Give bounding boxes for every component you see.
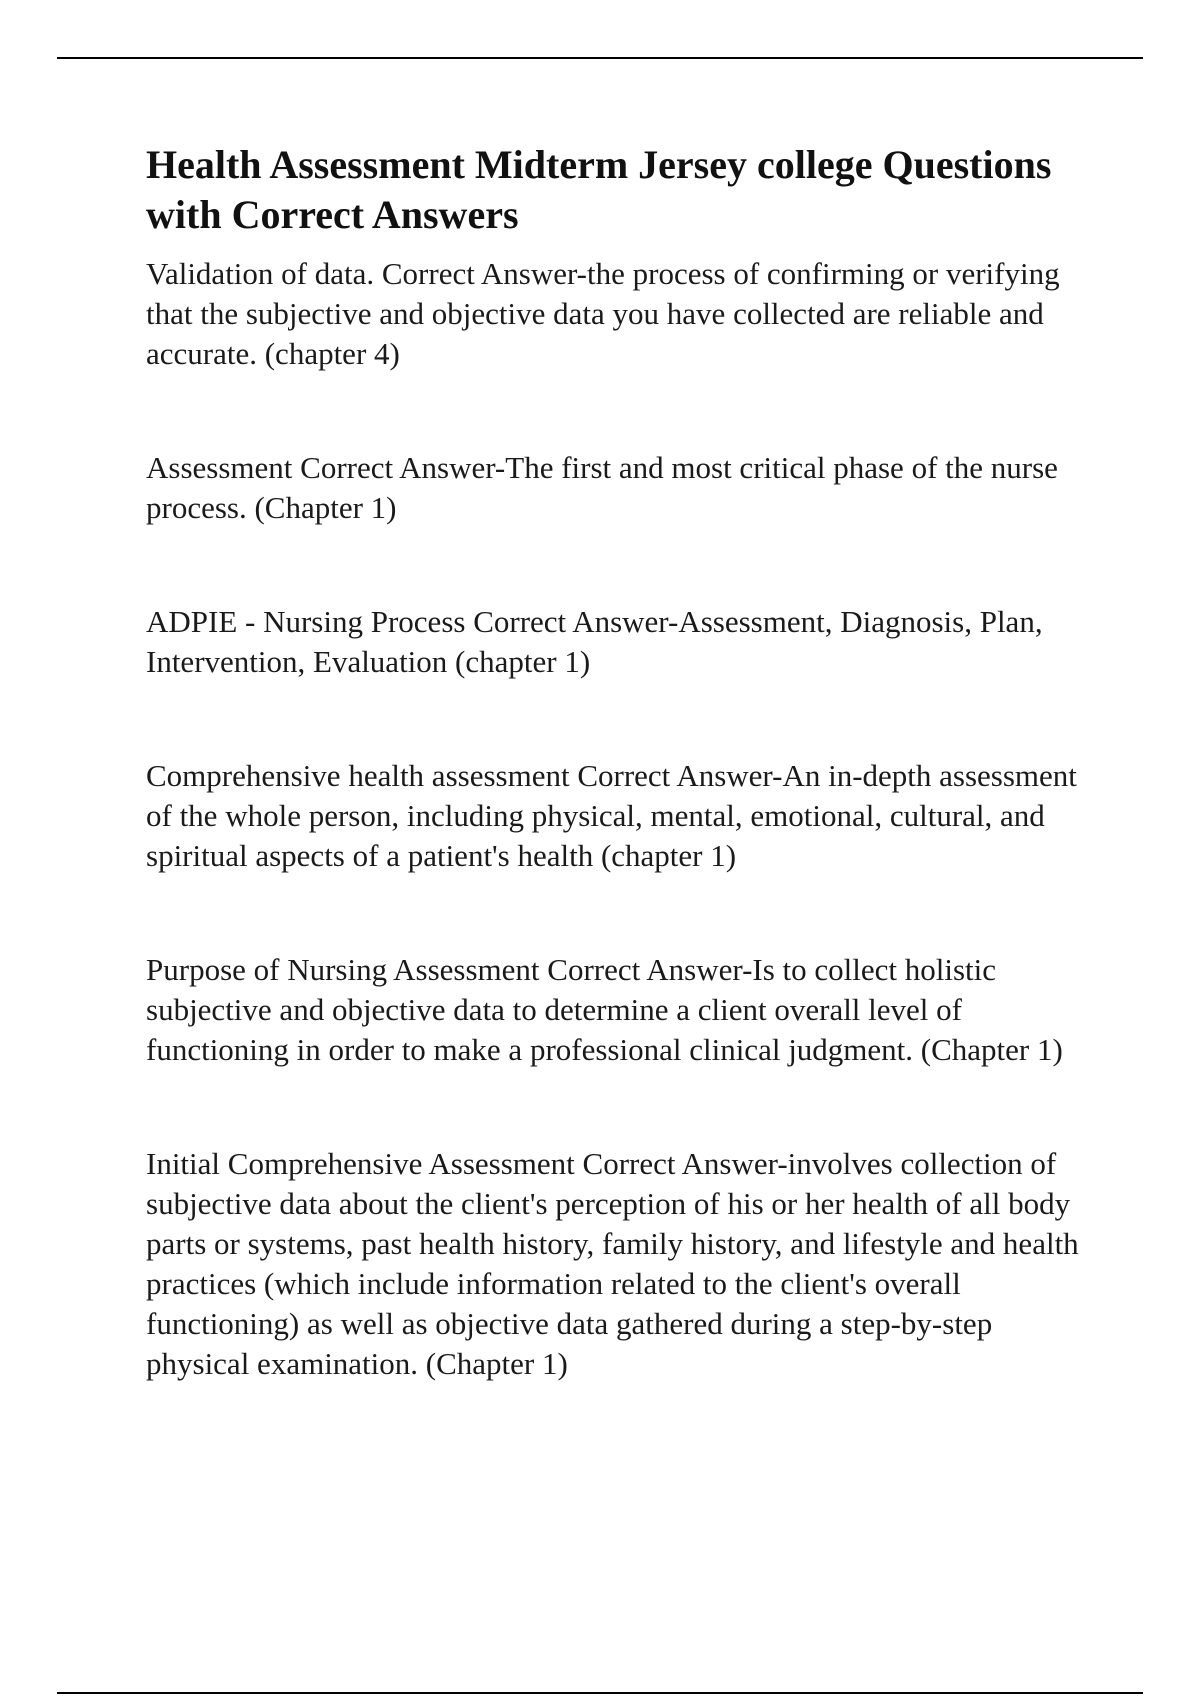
bottom-rule xyxy=(57,1692,1143,1694)
document-body xyxy=(146,140,1092,1384)
qa-entry: ADPIE - Nursing Process Correct Answer-Assessment, Diagnosis, Plan, Intervention, Evaluation (chapter 1) xyxy=(146,604,1043,679)
top-rule xyxy=(57,57,1143,59)
document-title: Health Assessment Midterm Jersey college Questions with Correct Answers xyxy=(146,142,1052,237)
qa-entry: Purpose of Nursing Assessment Correct Answer-Is to collect holistic subjective and objective data to determine a client overall level of functioning in order to make a professional clinical judgment. (Chapter 1) xyxy=(146,952,1063,1067)
qa-entry: Validation of data. Correct Answer-the process of confirming or verifying that the subjective and objective data you have collected are reliable and accurate. (chapter 4) xyxy=(146,256,1060,371)
qa-entry: Comprehensive health assessment Correct Answer-An in-depth assessment of the whole person, including physical, mental, emotional, cultural, and spiritual aspects of a patient's health (chapter 1) xyxy=(146,758,1077,873)
qa-entry: Initial Comprehensive Assessment Correct Answer-involves collection of subjective data about the client's perception of his or her health of all body parts or systems, past health history, family history, and lifestyle and health practices (which include information related to the client's overall functioning) as well as objective data gathered during a step-by-step physical examination. (Chapter 1) xyxy=(146,1146,1079,1381)
qa-entry: Assessment Correct Answer-The first and most critical phase of the nurse process. (Chapter 1) xyxy=(146,450,1058,525)
